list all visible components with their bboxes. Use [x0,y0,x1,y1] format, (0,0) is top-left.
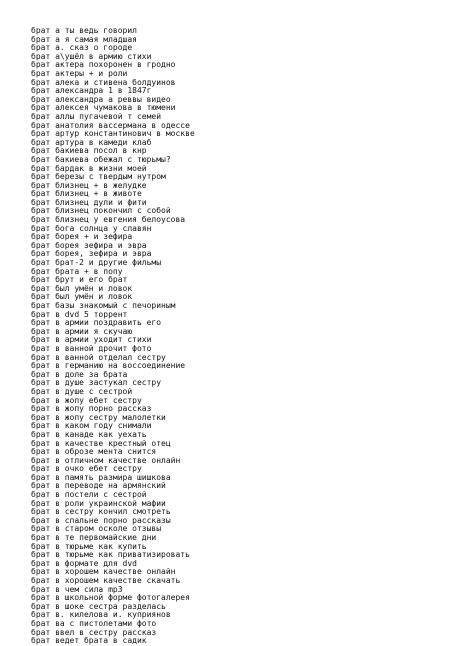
text-line: брат в доле за брата [31,370,128,379]
text-line: брат алексея чумакова в тюмени [31,104,176,113]
text-line: брат базы знакомый с печориным [31,302,176,310]
text-line: брат был умён и ловок [31,284,133,293]
text-line: брат в хорошем качестве скачать [31,577,181,585]
text-line: брат в шоке сестра разделась [31,602,166,611]
text-line: брат а\ушёл в армию стихи [31,52,152,61]
text-line: брат ва с пистолетами фото [31,619,157,628]
text-line: брат в ванной дрочит фото [31,344,152,353]
text-line: брат в каком году снимали [31,422,152,431]
text-line: брат борея, зефира и эвра [31,250,152,259]
text-line: брат близнец покончил с собой [31,207,171,216]
text-line: брат бакиева обежал с тюрьмы? [31,155,171,164]
text-line: брат брата + в попу [31,267,123,276]
text-line: брат артура в камеди клаб [31,138,152,147]
text-line: брат близнец у евгения белоусова [31,216,186,225]
text-line: брат березы с твердым нутром [31,173,166,182]
text-line: брат брат-2 и другие фильмы [31,259,162,268]
text-line: брат в память размира шишкова [31,473,171,482]
text-line: брат а ты ведь говорил [31,27,137,35]
text-line: брат аллы пугачевой т семей [31,112,162,121]
text-line: брат в армии уходит стихи [31,336,152,345]
text-line: брат в жопу сестру малолетки [31,413,166,422]
text-line: брат бардак в жизни моей [31,164,147,173]
text-line: брат в сестру кончил смотреть [31,508,171,517]
text-line: брат близнец + в животе [31,190,142,199]
text-line: брат близнец + в желудке [31,181,147,190]
text-line: брат в постели с сестрой [31,491,147,500]
text-line: брат в школьной форме фотогалерея [31,594,190,603]
text-line: брат в германию на воссоединение [31,362,186,371]
text-line: брат близнец дули и фити [31,198,147,207]
text-line: брат в очко ебет сестру [31,465,142,474]
text-line: брат бога солнца у славян [31,224,152,233]
text-line: брат в оброзе мента снится [31,448,157,457]
text-line: брат в роли украинской мафии [31,499,166,508]
text-line: брат борея зефира и эвра [31,241,147,250]
text-line: брат в армии поздравить его [31,319,162,328]
text-line: брат в качестве крестный отец [31,439,171,448]
text-line: брат артур константинович в москве [31,130,195,139]
text-line: брат в душе с сестрой [31,387,133,396]
text-line: брат в переводе на армянский [31,482,166,491]
text-line: брат анатолия вассермана в одессе [31,121,190,130]
document-text-list [31,27,441,646]
text-line: брат ведет брата в садик [31,637,147,646]
text-line: брат в старом осколе отзывы [31,525,162,534]
text-line: брат а я самая младшая [31,35,137,44]
text-line: брат александра 1 в 1847г [31,87,152,96]
text-line: брат в ванной отделал сестру [31,353,166,362]
text-line: брат в армии я скучаю [31,327,133,336]
text-line: брат ввел в сестру рассказ [31,628,157,637]
text-line: брат в dvd 5 торрент [31,310,128,319]
text-line: брат в жопу порно рассказ [31,405,152,414]
text-line: брат в отличном качестве онлайн [31,456,181,465]
text-line: брат в канаде как уехать [31,430,147,439]
text-line: брат бакиева посол в кнр [31,147,147,156]
text-line: брат а. сказ о городе [31,44,133,53]
text-line: брат в спальне порно рассказы [31,516,171,525]
text-line: брат в чем сила mp3 [31,585,123,594]
text-line: брат в. килелова и. куприянов [31,611,171,620]
text-line: брат был умён и ловок [31,293,133,302]
text-line: брат актера похоронен в гродно [31,61,176,70]
text-line: брат в жопу ебет сестру [31,396,142,405]
text-line: брат в душе застукал сестру [31,379,162,388]
text-line: брат брут и его брат [31,276,128,285]
text-line: брат борея + и зефира [31,233,133,242]
text-line: брат в тюрьме как приватизировать [31,551,190,560]
text-line: брат александра а реввы видео [31,95,171,104]
text-line: брат в формате для dvd [31,559,137,568]
text-line: брат в хорошем качестве онлайн [31,568,176,577]
text-line: брат актеры + и роли [31,69,128,78]
text-line: брат в те первомайские дни [31,534,157,543]
text-line: брат в тюрьме как купить [31,542,147,551]
text-line: брат алека и стивена болдуинов [31,78,176,87]
